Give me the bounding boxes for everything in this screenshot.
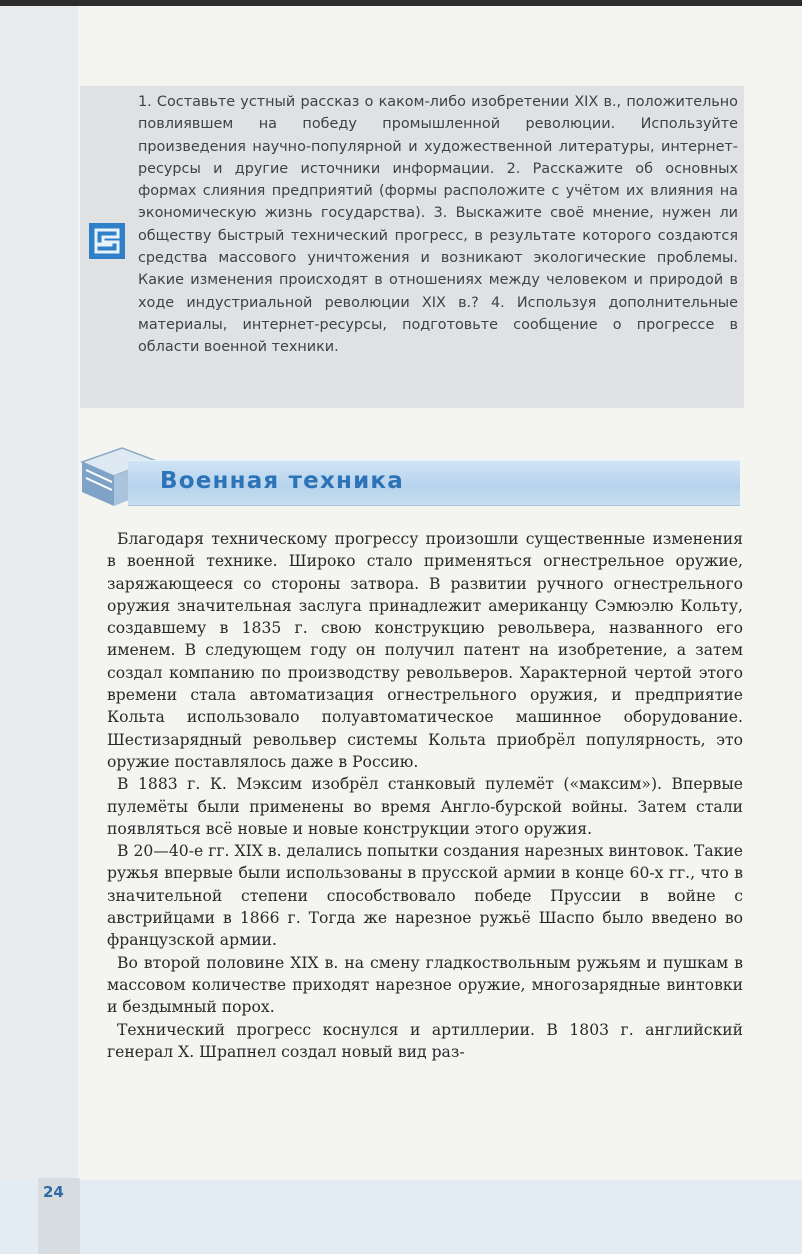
page-top-edge	[0, 0, 802, 6]
section-title: Военная техника	[160, 468, 404, 494]
left-margin-strip	[0, 6, 78, 1254]
bottom-band	[0, 1180, 802, 1254]
paragraph: Технический прогресс коснулся и артиллерии. В 1803 г. английский генерал Х. Шрапнел создал новый вид раз-	[107, 1020, 743, 1061]
main-text	[107, 528, 743, 1063]
task-questions-text: 1. Составьте устный рассказ о каком-либо изобретении XIX в., положительно повлиявшем на победу промышленной революции. Используйте произведения научно-популярной и художественной литературы, интернет-ресурсы и другие источники информации. 2. Расскажите об основных формах слияния предприятий (формы расположите с учётом их влияния на экономическую жизнь государства). 3. Выскажите своё мнение, нужен ли обществу быстрый технический прогресс, в результате которого создаются средства массового уничтожения и возникают экологические проблемы. Какие изменения происходят в отношениях между человеком и природой в ходе индустриальной революции XIX в.? 4. Используя дополнительные материалы, интернет-ресурсы, подготовьте сообщение о прогрессе в области военной техники.	[138, 94, 738, 356]
paragraph: Благодаря техническому прогрессу произошли существенные изменения в военной технике. Широко стало применяться огнестрельное оружие, заряжающееся со стороны затвора. В развитии ручного огнестрельного оружия значительная заслуга принадлежит американцу Сэмюэлю Кольту, создавшему в 1835 г. свою конструкцию револьвера, названного его именем. В следующем году он получил патент на изобретение, а затем создал компанию по производству револьверов. Характерной чертой этого времени стала автоматизация огнестрельного оружия, и предприятие Кольта использовало полуавтоматическое машинное оборудование. Шестизарядный револьвер системы Кольта приобрёл популярность, это оружие поставлялось даже в Россию.	[107, 530, 743, 771]
page-number: 24	[43, 1183, 64, 1201]
task-questions	[138, 91, 738, 359]
paragraph: В 1883 г. К. Мэксим изобрёл станковый пулемёт («максим»). Впервые пулемёты были применены во время Англо-бурской войны. Затем стали появляться всё новые и новые конструкции этого оружия.	[107, 775, 743, 838]
paragraph: В 20—40-е гг. XIX в. делались попытки создания нарезных винтовок. Такие ружья впервые были использованы в прусской армии в конце 60-х гг., что в значительной степени способствовало победе Пруссии в войне с австрийцами в 1866 г. Тогда же нарезное ружьё Шаспо было введено во французской армии.	[107, 842, 743, 950]
question-square-icon	[88, 222, 126, 260]
paragraph: Во второй половине XIX в. на смену гладкоствольным ружьям и пушкам в массовом количестве приходят нарезное оружие, многозарядные винтовки и бездымный порох.	[107, 953, 743, 1017]
